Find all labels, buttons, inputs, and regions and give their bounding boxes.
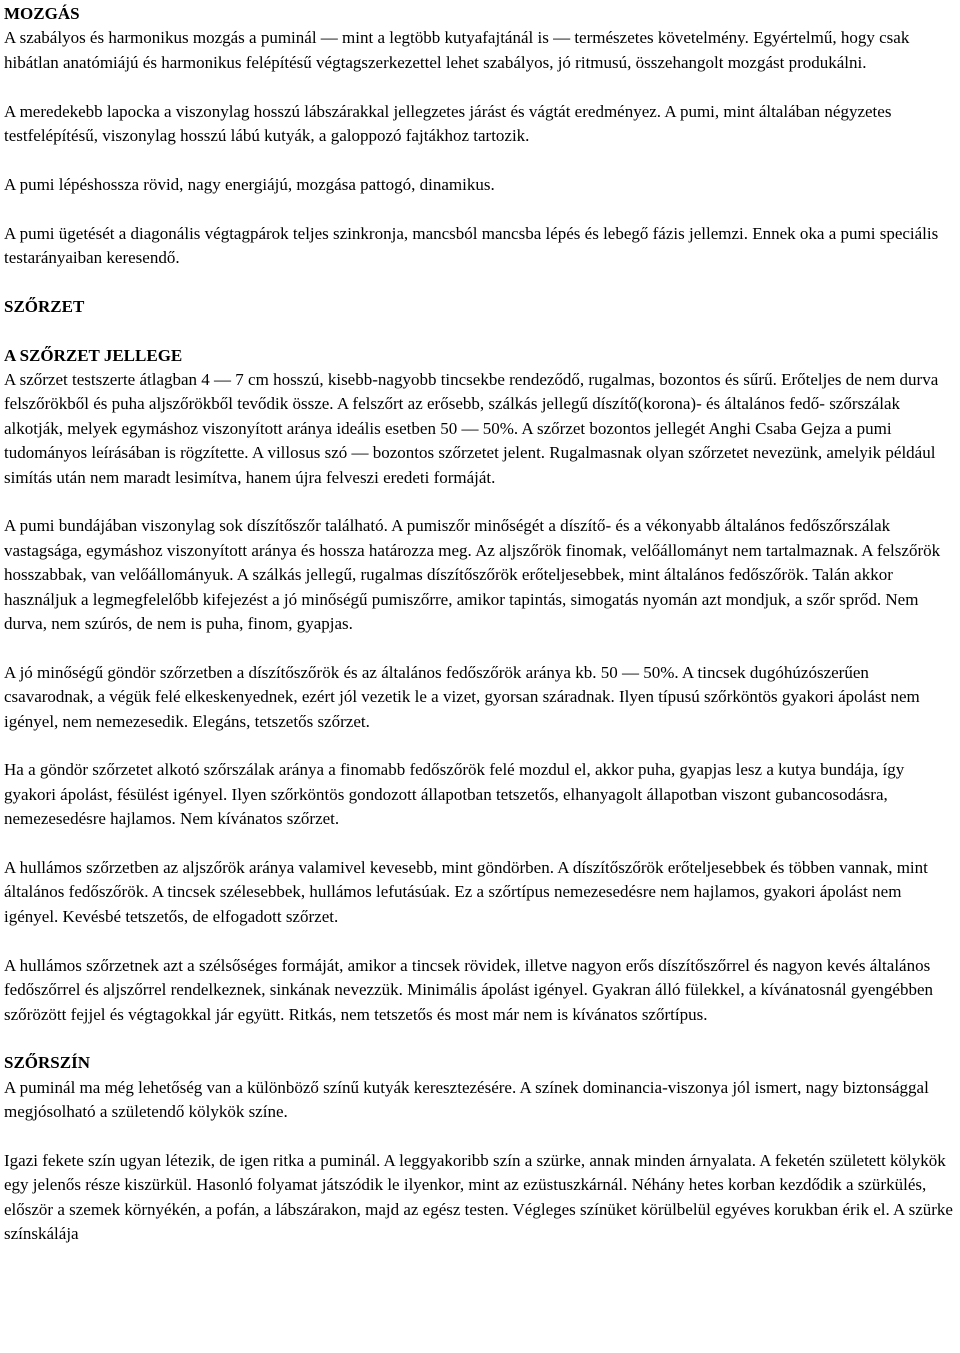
paragraph-gap — [4, 270, 954, 294]
paragraph-gap — [4, 75, 954, 99]
paragraph-gap — [4, 197, 954, 221]
paragraph: A pumi ügetését a diagonális végtagpárok teljes szinkronja, mancsból mancsba lépés és lebegő fázis jellemzi. Ennek oka a pumi speciális testarányaiban keresendő. — [4, 223, 939, 268]
paragraph-gap — [4, 1027, 954, 1051]
paragraph-gap — [4, 1125, 954, 1149]
paragraph: A puminál ma még lehetőség van a különböző színű kutyák keresztezésére. A színek dominancia-viszonya jól ismert, nagy biztonsággal megjósolható a születendő kölykök színe. — [4, 1077, 929, 1122]
paragraph: A hullámos szőrzetben az aljszőrök aránya valamivel kevesebb, mint göndörben. A díszítőszőrök erőteljesebbek és többen vannak, mint általános fedőszőrök. A tincsek szélesebbek, hullámos lefutásúak. Ez a szőrtípus nemezesedésre nem hajlamos, gyakori ápolást nem igényel. Kevésbé tetszetős, de elfogadott szőrzet. — [4, 858, 928, 926]
paragraph: A pumi bundájában viszonylag sok díszítőszőr található. A pumiszőr minőségét a díszítő- és a vékonyabb általános fedőszőrszálak vastagsága, egymáshoz viszonyított aránya és hossza határozza meg. Az aljszőrök finomak, velőállományt nem tartalmaznak. A felszőrök hosszabbak, van velőállományuk. A szálkás jellegű, rugalmas díszítőszőrök erőteljesebbek, mint általános fedőszőrök. Talán akkor használjuk a legmegfelelőbb kifejezést a jó minőségű pumiszőrre, amikor tapintás, simogatás nyomán azt mondjuk, a szőr sprőd. Nem durva, nem szúrós, de nem is puha, finom, gyapjas. — [4, 516, 941, 634]
paragraph: A hullámos szőrzetnek azt a szélsőséges formáját, amikor a tincsek rövidek, illetve nagyon erős díszítőszőrrel és nagyon kevés általános fedőszőrrel és aljszőrrel rendelkeznek, sinkának nevezzük. Minimális ápolást igényel. Gyakran álló fülekkel, a kívánatosnál gyengébben szőrözött fejjel és végtagokkal jár együtt. Ritkás, nem tetszetős és most már nem is kívánatos szőrtípus. — [4, 955, 933, 1024]
paragraph-gap — [4, 734, 954, 758]
paragraph-gap — [4, 490, 954, 514]
paragraph: Igazi fekete szín ugyan létezik, de igen ritka a puminál. A leggyakoribb szín a szürke, annak minden árnyalata. A feketén született kölykök egy jelenős része kiszürkül. Hasonló folyamat játszódik le ilyenkor, mint az ezüstuszkárnál. Néhány hetes korban kezdődik a szürkülés, először a szemek környékén, a pofán, a lábszárakon, majd az egész testen. Végleges színüket körülbelül egyéves korukban érik el. A szürke színskálája — [4, 1150, 953, 1244]
paragraph-gap — [4, 319, 954, 343]
paragraph-gap — [4, 929, 954, 953]
paragraph: A pumi lépéshossza rövid, nagy energiájú, mozgása pattogó, dinamikus. — [4, 174, 495, 194]
paragraph: A szőrzet testszerte átlagban 4 — 7 cm hosszú, kisebb-nagyobb tincsekbe rendeződő, rugalmas, bozontos és sűrű. Erőteljes de nem durva felszőrökből és puha aljszőrökből tevődik össze. A felszőrt az erősebb, szálkás jellegű díszítő(korona)- és általános fedő- szőrszálak alkotják, melyek egymáshoz viszonyított aránya ideális esetben 50 — 50%. A szőrzet bozontos jellegét Anghi Csaba Gejza a pumi tudományos leírásában is rögzítette. A villosus szó — bozontos szőrzetet jelent. Rugalmasnak olyan szőrzetet nevezünk, amelyik például simítás után nem maradt lesimítva, hanem újra felveszi eredeti formáját. — [4, 370, 939, 487]
section-heading-szorzet-jellege: A SZŐRZET JELLEGE — [4, 345, 183, 365]
section-heading-szorzet: SZŐRZET — [4, 296, 85, 316]
section-heading-szorszin: SZŐRSZÍN — [4, 1053, 90, 1073]
section-heading-mozgas: MOZGÁS — [4, 4, 80, 23]
paragraph-gap — [4, 832, 954, 856]
paragraph-gap — [4, 148, 954, 172]
document-page — [4, 2, 954, 1247]
paragraph: A jó minőségű göndör szőrzetben a díszítőszőrök és az általános fedőszőrök aránya kb. 50 — 50%. A tincsek dugóhúzószerűen csavarodnak, a végük felé elkeskenyednek, ezért jól vezetik le a vizet, gyorsan száradnak. Ilyen típusú szőrköntös gyakori ápolást nem igényel, nem nemezesedik. Elegáns, tetszetős szőrzet. — [4, 662, 920, 731]
paragraph: A szabályos és harmonikus mozgás a puminál — mint a legtöbb kutyafajtánál is — természetes követelmény. Egyértelmű, hogy csak hibátlan anatómiájú és harmonikus felépítésű végtagszerkezettel lehet szabályos, jó ritmusú, összehangolt mozgást produkálni. — [4, 28, 910, 72]
paragraph: Ha a göndör szőrzetet alkotó szőrszálak aránya a finomabb fedőszőrök felé mozdul el, akkor puha, gyapjas lesz a kutya bundája, így gyakori ápolást, fésülést igényel. Ilyen szőrköntös gondozott állapotban tetszetős, elhanyagolt állapotban viszont gubancosodásra, nemezesedésre hajlamos. Nem kívánatos szőrzet. — [4, 760, 905, 829]
paragraph: A meredekebb lapocka a viszonylag hosszú lábszárakkal jellegzetes járást és vágtát eredményez. A pumi, mint általában négyzetes testfelépítésű, viszonylag hosszú lábú kutyák, a galoppozó fajtákhoz tartozik. — [4, 101, 892, 146]
paragraph-gap — [4, 636, 954, 660]
